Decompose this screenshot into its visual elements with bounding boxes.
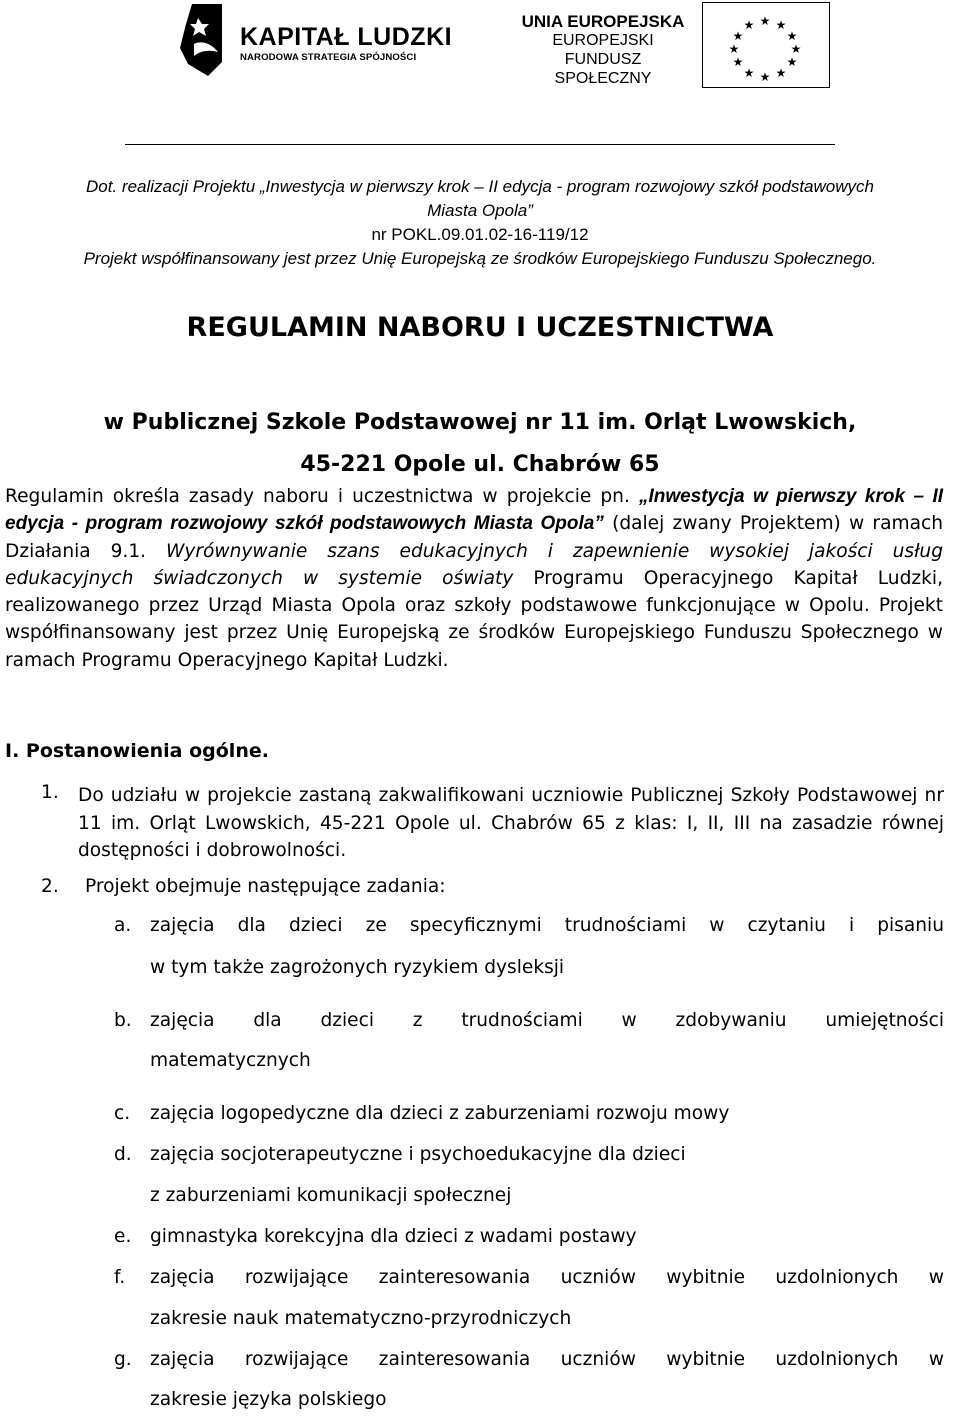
task-line: w tym także zagrożonych ryzykiem dysleksji: [150, 957, 565, 978]
list-item-text: Do udziału w projekcie zastaną zakwalifikowani uczniowie Publicznej Szkoły Podstawowej nr 11 im. Orląt Lwowskich, 45-221 Opole ul. Chabrów 65 z klas: I, II, III na zasadzie równej dostępności i dobrowolności.: [78, 785, 944, 862]
svg-text:★: ★: [728, 42, 740, 56]
intro-paragraph: [5, 483, 943, 674]
svg-text:★: ★: [732, 29, 744, 43]
svg-text:★: ★: [759, 14, 771, 28]
header-line-2: Miasta Opola”: [427, 201, 533, 220]
task-line: zajęcia rozwijające zainteresowania uczniów wybitnie uzdolnionych w: [150, 1267, 944, 1288]
intro-action-name: Wyrównywanie szans edukacyjnych i zapewnienie wysokiej jakości usług edukacyjnych świadczonych w systemie oświaty: [5, 540, 943, 589]
eu-flag-icon: [702, 2, 830, 88]
document-subtitle-line-1: w Publicznej Szkole Podstawowej nr 11 im. Orląt Lwowskich,: [103, 410, 857, 435]
intro-text-3: Programu Operacyjnego Kapitał Ludzki, realizowanego przez Urząd Miasta Opola oraz szkoły podstawowe funkcjonujące w Opolu. Projekt współfinansowany jest przez Unię Europejską ze środków Europejskiego Funduszu Społecznego w ramach Programu Operacyjnego Kapitał Ludzki.: [5, 567, 944, 671]
task-line: zajęcia logopedyczne dla dzieci z zaburzeniami rozwoju mowy: [150, 1103, 730, 1124]
task-line: gimnastyka korekcyjna dla dzieci z wadami postawy: [150, 1226, 637, 1247]
list-item-text: Projekt obejmuje następujące zadania:: [85, 876, 446, 897]
task-letter: c.: [114, 1103, 131, 1124]
intro-project-name: „Inwestycja w pierwszy krok – II edycja - program rozwojowy szkół podstawowych Miasta Opola”: [5, 486, 943, 535]
svg-text:★: ★: [775, 66, 787, 80]
svg-text:★: ★: [775, 18, 787, 32]
task-line: zajęcia socjoterapeutyczne i psychoedukacyjne dla dzieci: [150, 1144, 686, 1165]
task-line: zakresie nauk matematyczno-przyrodniczych: [150, 1308, 572, 1329]
header-divider: [125, 144, 835, 145]
task-letter: e.: [114, 1226, 132, 1247]
svg-text:★: ★: [759, 70, 771, 84]
eu-logo-line2: EUROPEJSKI: [552, 32, 654, 49]
svg-text:★: ★: [786, 29, 798, 43]
intro-text-2: (dalej zwany Projektem) w ramach Działania 9.1.: [5, 513, 943, 562]
task-letter: d.: [114, 1144, 132, 1165]
kapital-ludzki-logo-mark: [178, 4, 230, 76]
eu-logo-text: [516, 12, 690, 88]
task-line: zajęcia dla dzieci z trudnościami w zdobywaniu umiejętności: [150, 1010, 944, 1031]
task-letter: a.: [114, 915, 132, 936]
eu-logo-line3: FUNDUSZ SPOŁECZNY: [554, 51, 652, 87]
section-title: I. Postanowienia ogólne.: [5, 740, 269, 762]
svg-text:★: ★: [743, 18, 755, 32]
list-item-number: 1.: [41, 782, 59, 803]
task-line: zajęcia dla dzieci ze specyficznymi trudnościami w czytaniu i pisaniu: [150, 915, 944, 936]
task-letter: f.: [114, 1267, 126, 1288]
svg-text:★: ★: [786, 55, 798, 69]
task-line: matematycznych: [150, 1050, 311, 1071]
task-letter: g.: [114, 1349, 132, 1370]
intro-text-1: Regulamin określa zasady naboru i uczestnictwa w projekcie pn.: [5, 486, 639, 507]
list-item-number: 2.: [41, 876, 59, 897]
svg-text:★: ★: [732, 55, 744, 69]
header-line-1: Dot. realizacji Projektu „Inwestycja w pierwszy krok – II edycja - program rozwojowy szkół podstawowych: [86, 177, 874, 196]
task-line: zakresie języka polskiego: [150, 1389, 387, 1410]
svg-text:★: ★: [743, 66, 755, 80]
header-line-4: Projekt współfinansowany jest przez Unię Europejską ze środków Europejskiego Funduszu Społecznego.: [83, 249, 877, 268]
document-subtitle-line-2: 45-221 Opole ul. Chabrów 65: [300, 452, 660, 477]
header-line-3: nr POKL.09.01.02-16-119/12: [371, 225, 589, 244]
kapital-ludzki-logo-name: KAPITAŁ LUDZKI: [240, 23, 453, 51]
task-letter: b.: [114, 1010, 132, 1031]
task-line: z zaburzeniami komunikacji społecznej: [150, 1185, 512, 1206]
document-title: REGULAMIN NABORU I UCZESTNICTWA: [186, 312, 774, 343]
svg-text:★: ★: [790, 42, 802, 56]
kapital-ludzki-logo-tagline: NARODOWA STRATEGIA SPÓJNOŚCI: [240, 52, 417, 63]
eu-logo-line1: UNIA EUROPEJSKA: [521, 12, 685, 31]
task-line: zajęcia rozwijające zainteresowania uczniów wybitnie uzdolnionych w: [150, 1349, 944, 1370]
